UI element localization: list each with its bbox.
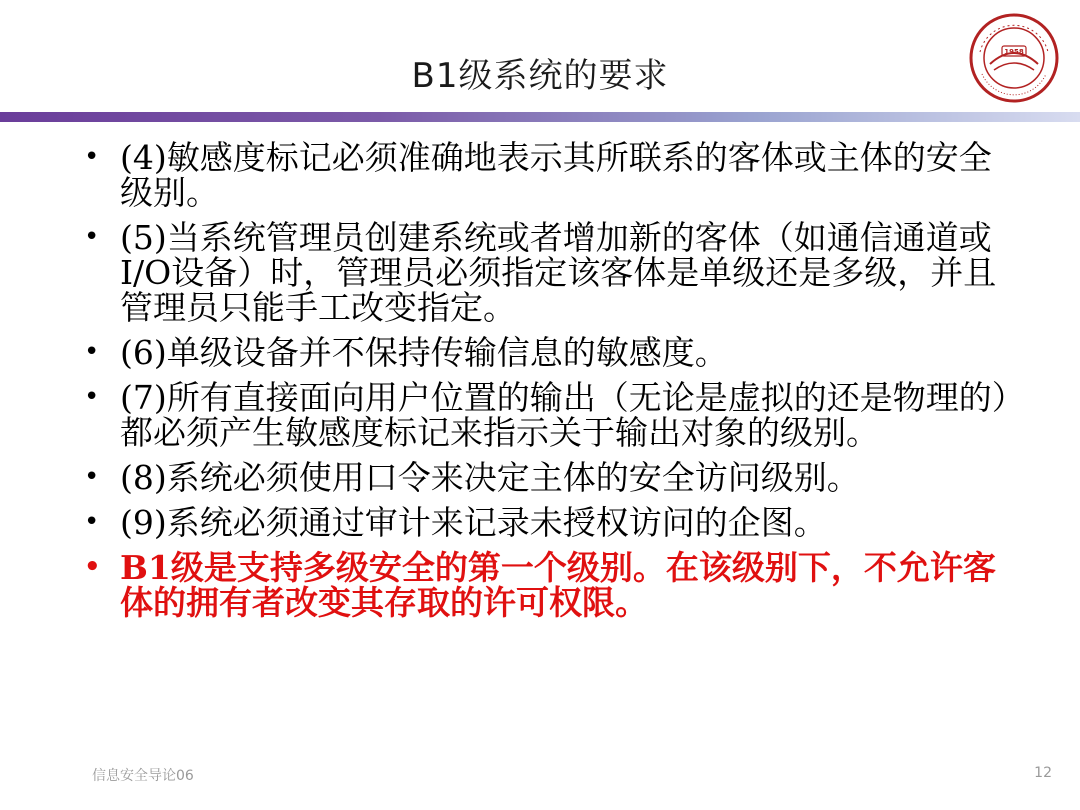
page-number: 12	[1034, 765, 1052, 781]
bullet-text: (8)系统必须使用口令来决定主体的安全访问级别。	[120, 458, 860, 497]
university-seal-icon	[968, 12, 1060, 104]
bullet-item	[82, 460, 1012, 495]
bullet-item	[82, 380, 1012, 450]
slide-title: B1级系统的要求	[411, 56, 669, 96]
bullet-item-highlight	[82, 550, 1012, 620]
bullet-item	[82, 220, 1012, 325]
bullet-text: (4)敏感度标记必须准确地表示其所联系的客体或主体的安全级别。	[120, 138, 992, 212]
bullet-dot-icon: •	[84, 222, 100, 252]
bullet-text: (6)单级设备并不保持传输信息的敏感度。	[120, 333, 728, 372]
bullet-text: (7)所有直接面向用户位置的输出（无论是虚拟的还是物理的）都必须产生敏感度标记来指示关于输出对象的级别。	[120, 378, 1009, 452]
bullet-text: B1级是支持多级安全的第一个级别。在该级别下，不允许客体的拥有者改变其存取的许可权限。	[120, 548, 996, 622]
bullet-text: (5)当系统管理员创建系统或者增加新的客体（如通信通道或I/O设备）时，管理员必须指定该客体是单级还是多级，并且管理员只能手工改变指定。	[120, 218, 997, 327]
bullet-item	[82, 505, 1012, 540]
bullet-list	[82, 140, 1012, 630]
bullet-item	[82, 335, 1012, 370]
bullet-dot-icon: •	[84, 462, 100, 492]
footer-course-label: 信息安全导论06	[92, 768, 194, 784]
bullet-dot-icon: •	[84, 337, 100, 367]
bullet-dot-icon: •	[84, 382, 100, 412]
bullet-dot-icon: •	[84, 507, 100, 537]
title-divider	[0, 112, 1080, 122]
bullet-dot-icon: •	[84, 552, 101, 582]
bullet-text: (9)系统必须通过审计来记录未授权访问的企图。	[120, 503, 827, 542]
bullet-item	[82, 140, 1012, 210]
bullet-dot-icon: •	[84, 142, 100, 172]
seal-year: 1958	[1004, 48, 1024, 56]
